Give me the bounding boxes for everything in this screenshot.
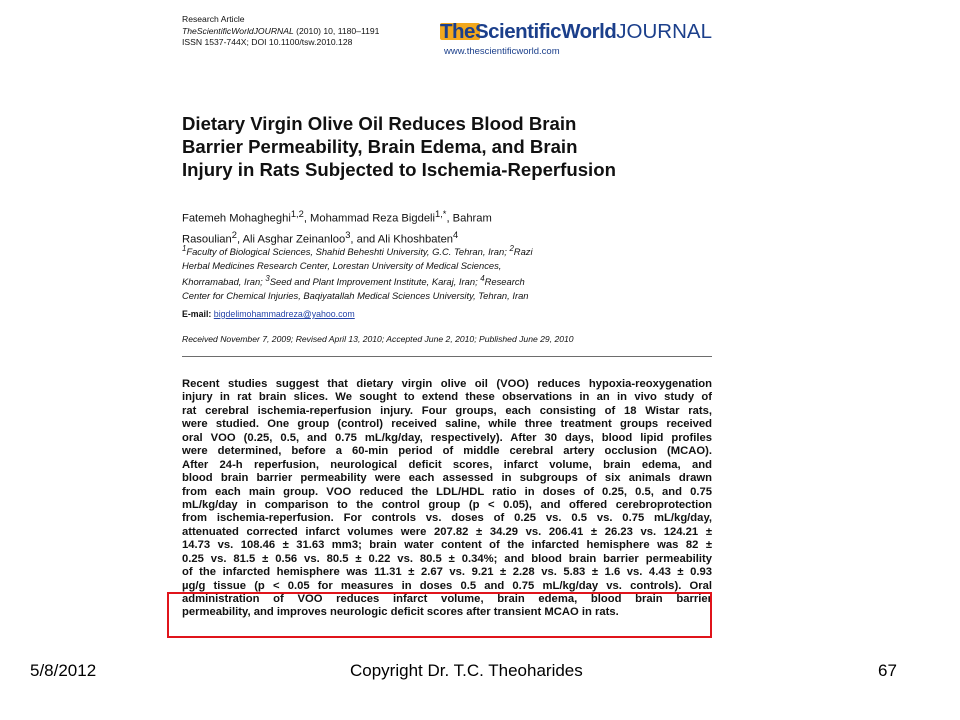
citation-block bbox=[182, 14, 379, 49]
author-name: Fatemeh Mohagheghi bbox=[182, 212, 291, 225]
affiliation-text: Research bbox=[484, 276, 525, 288]
affiliation-text: Center for Chemical Injuries, Baqiyatallah Medical Sciences University, Tehran, Iran bbox=[182, 289, 529, 301]
author-name: , Bahram bbox=[446, 212, 492, 225]
author-superscript: 2 bbox=[231, 229, 237, 240]
affiliation-superscript: 1 bbox=[182, 244, 187, 253]
abstract-line: were determined, before a 60-min period of middle cerebral artery occlusion (MCAO). bbox=[182, 445, 712, 458]
logo-text bbox=[440, 20, 712, 44]
title-line: Barrier Permeability, Brain Edema, and Brain bbox=[182, 136, 578, 157]
journal-logo bbox=[440, 20, 712, 57]
affiliation-text: Faculty of Biological Sciences, Shahid Beheshti University, G.C. Tehran, Iran; bbox=[186, 246, 510, 258]
email-label: E-mail: bbox=[182, 309, 212, 319]
citation-rest: (2010) 10, 1180–1191 bbox=[293, 25, 380, 36]
paper-title bbox=[182, 112, 702, 181]
affiliation-text: Seed and Plant Improvement Institute, Karaj, Iran; bbox=[269, 276, 481, 288]
footer-date: 5/8/2012 bbox=[30, 661, 97, 680]
affiliation-text: Khorramabad, Iran; bbox=[182, 276, 266, 288]
divider bbox=[182, 356, 712, 357]
abstract-line: mL/kg/day in comparison to the control group (p < 0.05), and offered cerebroprotection bbox=[182, 498, 712, 511]
abstract-line: Recent studies suggest that dietary virgin olive oil (VOO) reduces hypoxia-reoxygenation bbox=[182, 378, 712, 390]
citation-journal: TheScientificWorldJOURNAL bbox=[182, 25, 294, 36]
email-line bbox=[182, 309, 355, 319]
logo-text-main: TheScientificWorld bbox=[440, 20, 617, 43]
abstract-line: from ischemia-reperfusion. For controls vs. doses of 0.25 vs. 0.5 vs. 0.75 mL/kg/day, bbox=[182, 512, 712, 525]
author-name: , and Ali Khoshbaten bbox=[350, 233, 454, 246]
affiliation-text: Herbal Medicines Research Center, Lorestan University of Medical Sciences, bbox=[182, 259, 502, 271]
author-name: Rasoulian bbox=[182, 233, 232, 246]
abstract-line: were studied. One group (control) received saline, while three treatment groups received bbox=[182, 418, 712, 431]
article-type: Research Article bbox=[182, 14, 245, 24]
footer-copyright: Copyright Dr. T.C. Theoharides bbox=[350, 661, 583, 680]
abstract-line: injury in rat brain slices. We sought to extend these observations in an in vivo study of bbox=[182, 391, 712, 404]
abstract-line: After 24-h reperfusion, neurological deficit scores, infarct volume, brain edema, and bbox=[182, 458, 712, 471]
abstract-line: of the infarcted hemisphere was 11.31 ± 2.67 vs. 9.21 ± 2.28 vs. 5.83 ± 1.6 vs. 4.43 ± 0.93 bbox=[182, 566, 712, 579]
corresponding-author-mark: * bbox=[442, 209, 447, 219]
affiliation-superscript: 4 bbox=[480, 274, 485, 284]
abstract-line: µg/g tissue (p < 0.05 for measures in doses 0.5 and 0.75 mL/kg/day vs. controls). Oral bbox=[182, 579, 712, 592]
abstract-line: permeability, and improves neurologic deficit scores after transient MCAO in rats. bbox=[182, 606, 619, 619]
affiliation-superscript: 3 bbox=[265, 274, 270, 284]
author-superscript: 1,2 bbox=[290, 209, 304, 219]
highlight-box bbox=[167, 592, 712, 638]
logo-text-journal: JOURNAL bbox=[616, 20, 712, 43]
author-name: , Mohammad Reza Bigdeli bbox=[303, 212, 436, 225]
abstract-line: administration of VOO reduces infarct volume, brain edema, blood brain barrier bbox=[182, 593, 712, 605]
author-superscript: 3 bbox=[345, 229, 351, 240]
affiliation-text: Razi bbox=[513, 246, 533, 258]
journal-url: www.thescientificworld.com bbox=[444, 46, 560, 57]
publication-dates: Received November 7, 2009; Revised April 13, 2010; Accepted June 2, 2010; Published June 29, 2010 bbox=[182, 334, 574, 344]
author-superscript-num: 1, bbox=[435, 209, 443, 219]
author-superscript: 4 bbox=[453, 229, 459, 240]
affiliations bbox=[182, 242, 612, 302]
abstract bbox=[182, 378, 712, 620]
citation-line bbox=[182, 26, 379, 38]
logo-wordmark bbox=[440, 20, 712, 44]
abstract-line: attenuated corrected infarct volumes were 207.82 ± 34.29 vs. 206.41 ± 26.23 vs. 124.21 ± bbox=[182, 525, 712, 538]
author-superscript bbox=[435, 209, 446, 219]
title-line: Dietary Virgin Olive Oil Reduces Blood Brain bbox=[182, 113, 577, 134]
abstract-line: 0.25 vs. 81.5 ± 0.56 vs. 80.5 ± 0.22 vs. 80.5 ± 0.34%; and blood brain barrier permeability bbox=[182, 552, 712, 565]
author-name: , Ali Asghar Zeinanloo bbox=[236, 233, 346, 246]
abstract-line: from each main group. VOO reduced the LDL/HDL ratio in doses of 0.25, 0.5, and 0.75 bbox=[182, 485, 712, 498]
page-number: 67 bbox=[878, 661, 897, 680]
abstract-line: blood brain barrier permeability were each assessed in subgroups of six animals drawn bbox=[182, 472, 712, 485]
abstract-line: oral VOO (0.25, 0.5, and 0.75 mL/kg/day, respectively). After 30 days, blood lipid profiles bbox=[182, 431, 712, 444]
abstract-line: 14.73 vs. 108.46 ± 31.63 mm3; brain water content of the infarcted hemisphere was 82 ± bbox=[182, 539, 712, 552]
email-link[interactable]: bigdelimohammadreza@yahoo.com bbox=[213, 309, 355, 319]
affiliation-superscript: 2 bbox=[509, 244, 514, 253]
abstract-line: rat cerebral ischemia-reperfusion injury. Four groups, each consisting of 18 Wistar rats, bbox=[182, 404, 712, 417]
issn-doi: ISSN 1537-744X; DOI 10.1100/tsw.2010.128 bbox=[182, 37, 353, 48]
title-line: Injury in Rats Subjected to Ischemia-Reperfusion bbox=[182, 159, 616, 180]
